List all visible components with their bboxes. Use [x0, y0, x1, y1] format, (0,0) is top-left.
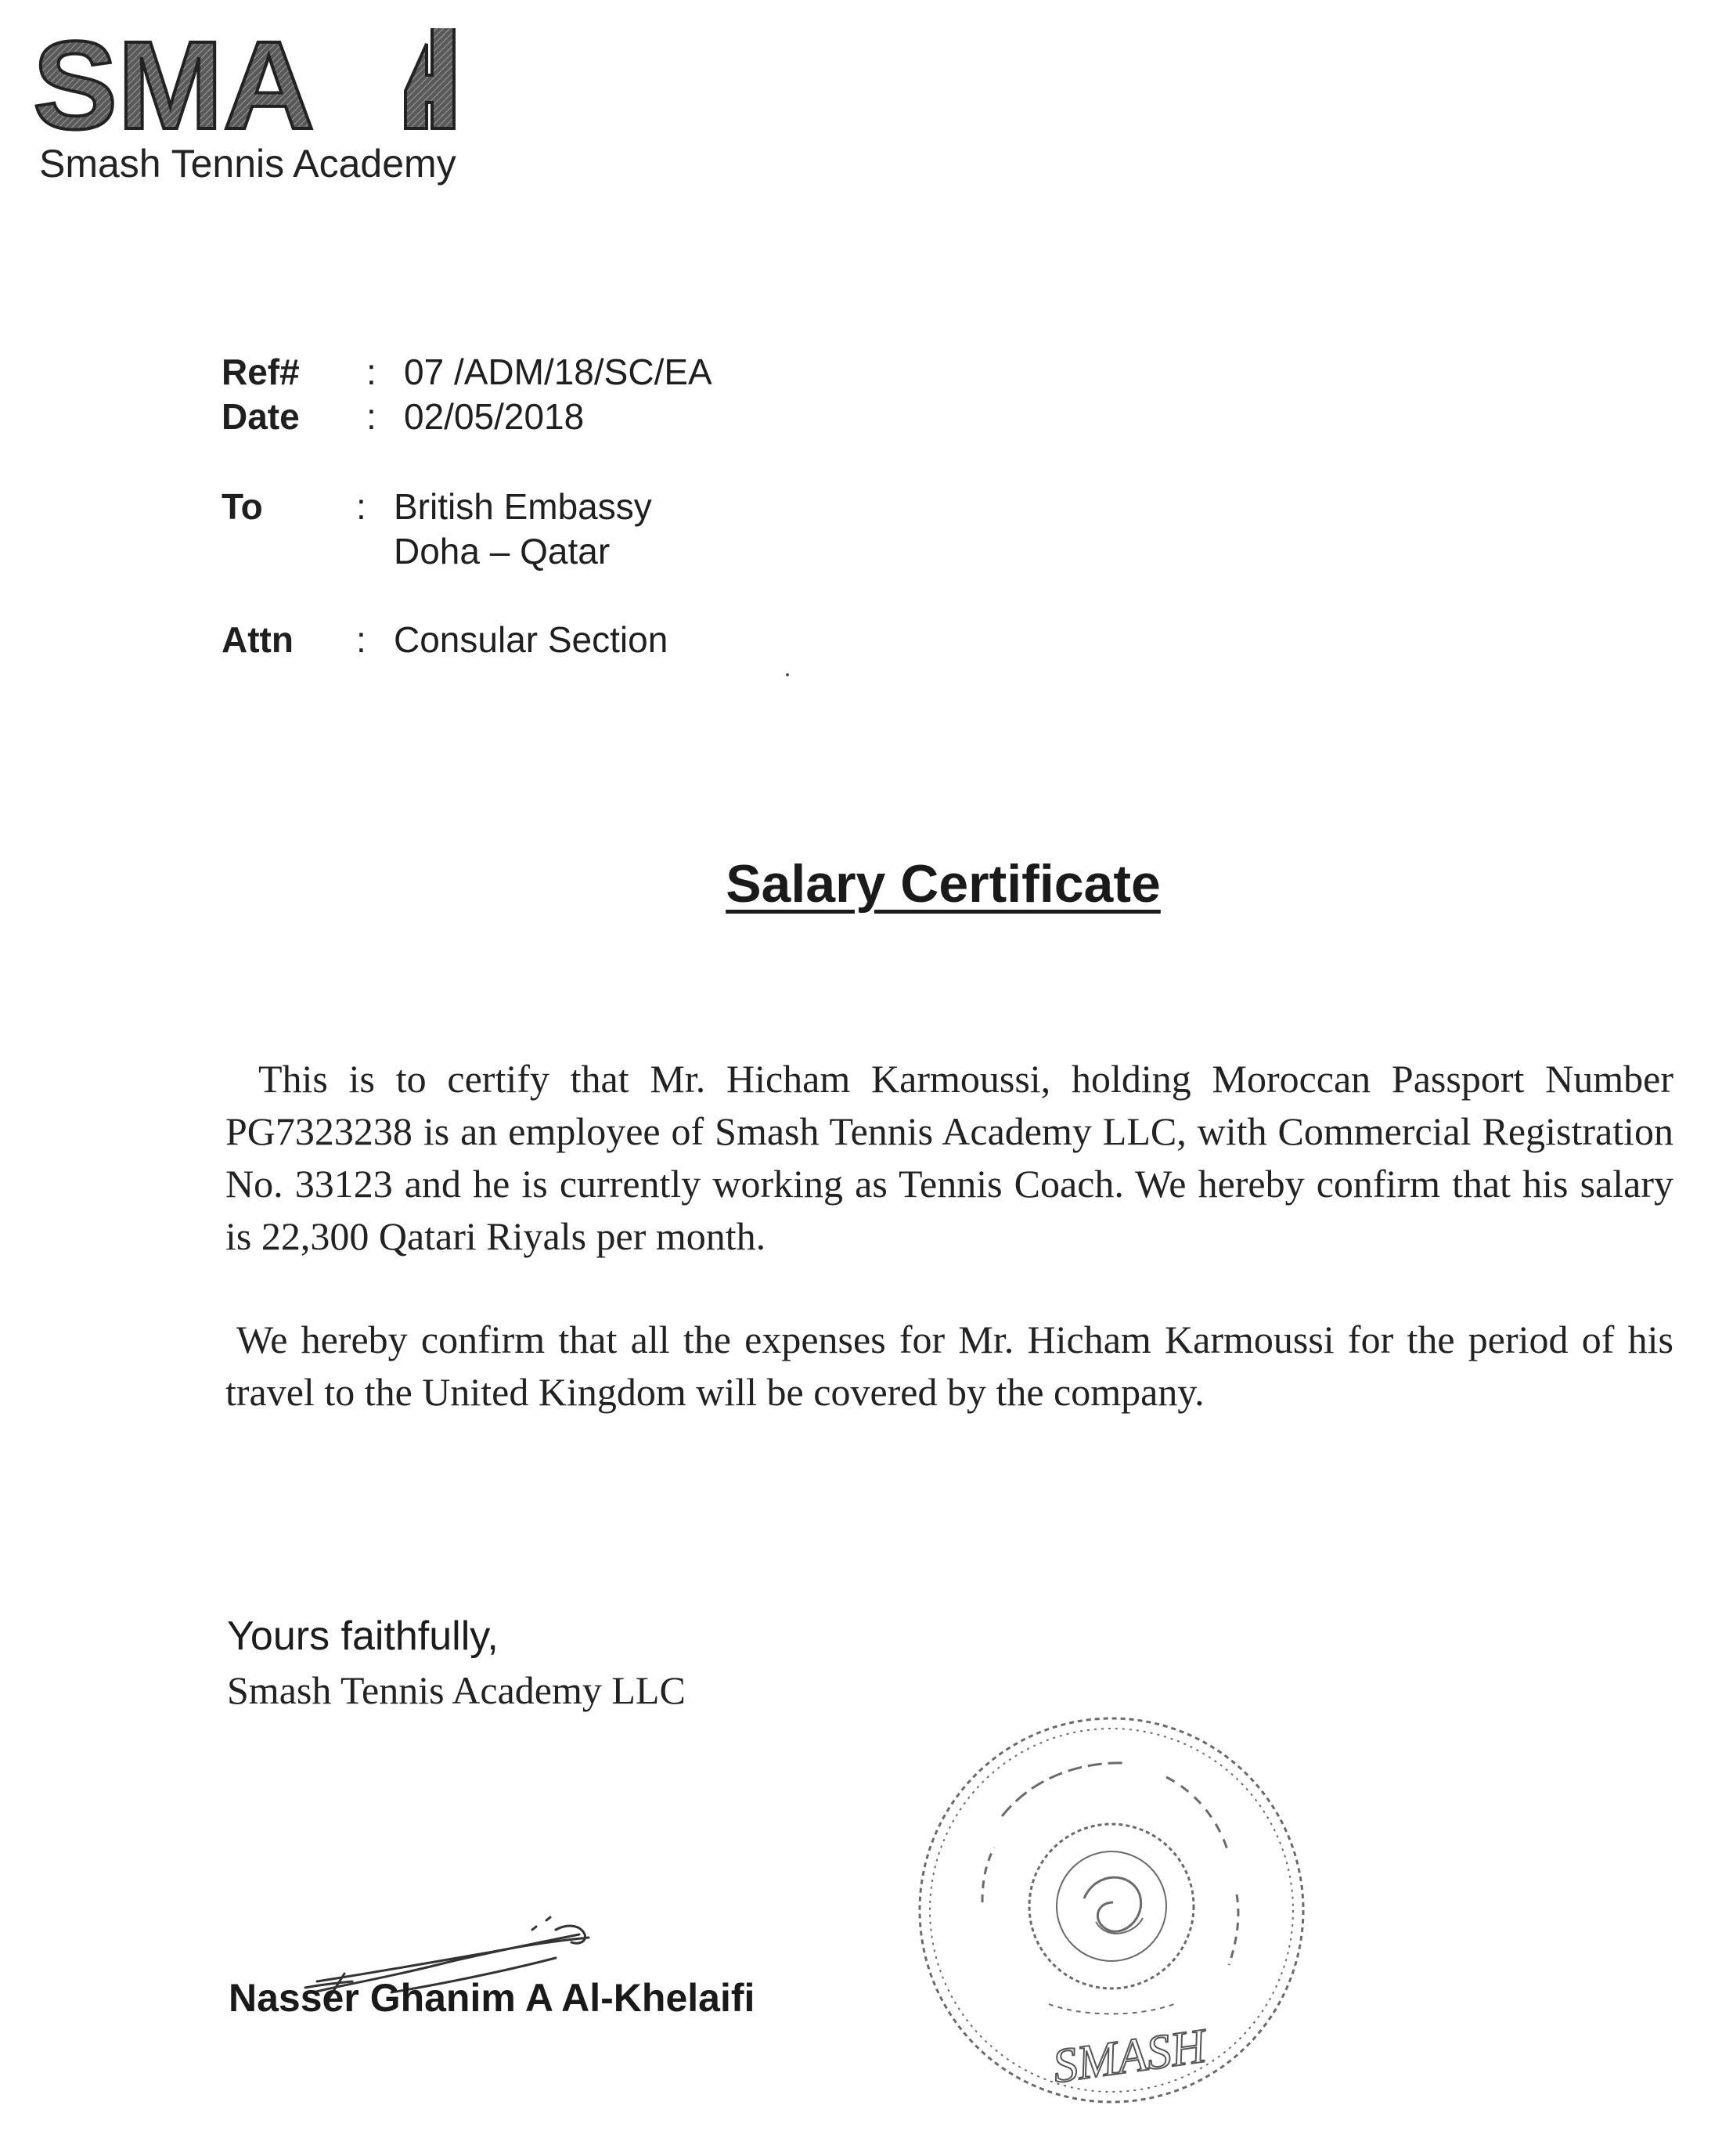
company-seal-stamp: [908, 1707, 1315, 2114]
to-colon: :: [356, 486, 366, 527]
to-line2: Doha – Qatar: [394, 531, 611, 571]
body-paragraph-2: We hereby confirm that all the expenses for Mr. Hicham Karmoussi for the period of his travel to the United Kingdom will be covered by the company.: [225, 1318, 1673, 1414]
organization-name: Smash Tennis Academy: [39, 142, 456, 186]
ref-colon: :: [366, 352, 376, 392]
body-paragraph-1: This is to certify that Mr. Hicham Karmoussi, holding Moroccan Passport Number PG7323238 is an employee of Smash Tennis Academy LLC, with Commercial Registration No. 33123 and he is currently working as Tennis Coach. We hereby confirm that his salary is 22,300 Qatari Riyals per month.: [225, 1057, 1673, 1258]
ref-label: Ref#: [222, 352, 300, 392]
logo-text: SMA: [33, 28, 315, 138]
date-value: 02/05/2018: [404, 396, 585, 437]
to-line1: British Embassy: [394, 486, 652, 527]
signatory-name: Nasser Ghanim A Al-Khelaifi: [229, 1976, 755, 2020]
title-text: Salary Certificate: [726, 854, 1161, 914]
letterhead-logo: [31, 28, 501, 185]
closing-company: Smash Tennis Academy LLC: [227, 1668, 686, 1712]
closing-salutation: Yours faithfully,: [227, 1613, 499, 1659]
date-colon: :: [366, 396, 376, 437]
ref-value: 07 /ADM/18/SC/EA: [404, 352, 712, 392]
smash-logo-mark: [31, 28, 470, 138]
stray-mark: [786, 673, 789, 676]
stamp-text: SMASH: [1049, 2019, 1209, 2094]
date-label: Date: [222, 396, 300, 437]
attn-value: Consular Section: [394, 619, 668, 660]
attn-colon: :: [356, 619, 366, 660]
attn-label: Attn: [222, 619, 294, 660]
document-title: [0, 853, 1722, 914]
to-label: To: [222, 486, 263, 527]
